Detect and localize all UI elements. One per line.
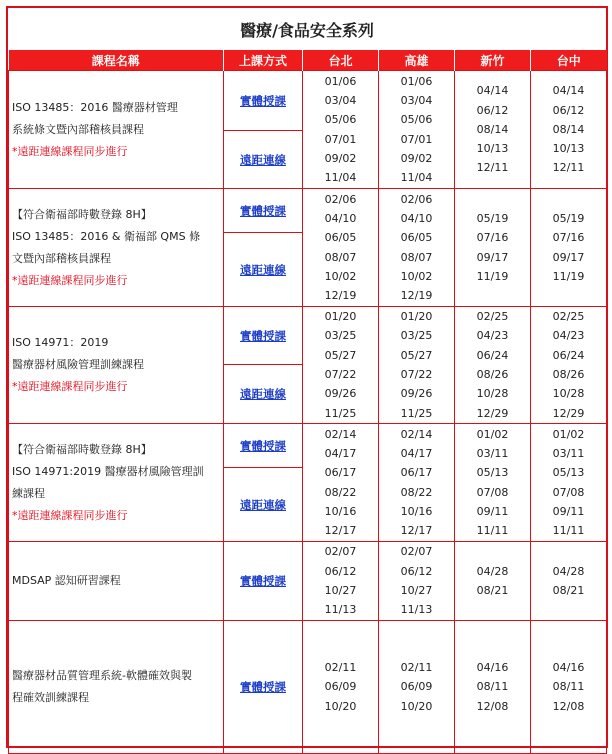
header-course-name: 課程名稱 — [9, 50, 224, 71]
date-item: 06/09 — [400, 680, 433, 694]
dates-hsinchu-cell — [455, 71, 531, 189]
date-item: 12/11 — [552, 161, 585, 175]
dates-taipei-cell — [303, 71, 379, 189]
course-name-cell — [9, 424, 224, 542]
date-item: 05/27 — [400, 348, 433, 362]
date-item: 09/17 — [552, 250, 585, 264]
course-name-line: MDSAP 認知研習課程 — [12, 574, 121, 587]
date-item: 12/17 — [400, 524, 433, 538]
in-person-link[interactable]: 實體授課 — [240, 680, 286, 694]
date-item: 04/28 — [476, 564, 509, 578]
date-item: 07/16 — [476, 231, 509, 245]
date-item: 12/11 — [476, 161, 509, 175]
dates-taichung-cell — [531, 71, 607, 189]
dates-taipei-cell — [303, 621, 379, 754]
date-item: 04/16 — [476, 661, 509, 675]
in-person-link[interactable]: 實體授課 — [240, 438, 286, 453]
date-item: 07/08 — [476, 485, 509, 499]
method-cell — [224, 542, 303, 621]
table-row — [9, 621, 607, 754]
date-item: 06/12 — [552, 103, 585, 117]
dates-taichung-cell — [531, 542, 607, 621]
dates-taipei-cell — [303, 189, 379, 307]
course-name-line: ISO 13485：2016 & 衛福部 QMS 條 — [12, 229, 201, 243]
date-item: 11/04 — [400, 171, 433, 185]
date-item: 02/14 — [400, 427, 433, 441]
course-name-line: ISO 14971：2019 — [12, 336, 109, 349]
date-item: 01/06 — [324, 74, 357, 88]
date-item: 07/22 — [400, 368, 433, 381]
date-item: 09/11 — [552, 504, 585, 518]
dates-kaohsiung-cell — [379, 189, 455, 307]
dates-hsinchu-cell — [455, 424, 531, 542]
date-item: 04/28 — [552, 564, 585, 578]
dates-kaohsiung-cell — [379, 621, 455, 754]
date-item: 08/22 — [400, 485, 433, 499]
course-name-line: 練課程 — [12, 486, 45, 500]
course-name-cell — [9, 542, 224, 621]
dates-taipei-cell — [303, 542, 379, 621]
date-item: 08/21 — [476, 584, 509, 597]
dates-hsinchu-cell — [455, 542, 531, 621]
date-item: 12/19 — [324, 289, 357, 303]
date-item: 05/06 — [324, 113, 357, 127]
date-item: 10/02 — [400, 269, 433, 283]
course-name-line: ISO 14971:2019 醫療器材風險管理訓 — [12, 464, 204, 478]
date-item: 10/27 — [324, 584, 357, 597]
date-item: 06/24 — [476, 348, 509, 362]
date-item: 11/25 — [400, 406, 433, 420]
course-name-cell — [9, 71, 224, 189]
date-item: 07/16 — [552, 231, 585, 245]
date-item: 02/25 — [476, 310, 509, 324]
date-item: 04/14 — [476, 84, 509, 98]
date-item: 01/02 — [552, 427, 585, 441]
date-item: 02/07 — [400, 545, 433, 559]
date-item: 09/02 — [324, 151, 357, 165]
date-item: 02/11 — [400, 661, 433, 675]
date-item: 11/11 — [552, 524, 585, 538]
remote-sync-note: *遠距連線課程同步進行 — [12, 273, 128, 287]
date-item: 03/25 — [400, 329, 433, 343]
date-item: 06/12 — [476, 103, 509, 117]
date-item: 04/10 — [400, 211, 433, 225]
date-item: 01/20 — [400, 310, 433, 324]
course-name-line: ISO 13485：2016 醫療器材管理 — [12, 100, 178, 114]
date-item: 05/19 — [552, 211, 585, 225]
date-item: 08/21 — [552, 584, 585, 597]
method-cell — [224, 189, 303, 233]
course-name-line: 【符合衛福部時數登錄 8H】 — [12, 442, 152, 456]
date-item: 08/07 — [324, 250, 357, 264]
dates-hsinchu-cell — [455, 189, 531, 307]
date-item: 05/13 — [552, 466, 585, 480]
date-item: 09/02 — [400, 151, 433, 165]
date-item: 10/27 — [400, 584, 433, 597]
table-row — [9, 424, 607, 468]
date-item: 02/06 — [400, 192, 433, 206]
date-item: 08/22 — [324, 485, 357, 499]
date-item: 11/19 — [552, 269, 585, 283]
header-hsinchu: 新竹 — [455, 50, 531, 71]
remote-link[interactable]: 遠距連線 — [240, 497, 286, 512]
table-row — [9, 307, 607, 365]
method-cell — [224, 131, 303, 189]
date-item: 11/11 — [476, 524, 509, 538]
method-cell — [224, 307, 303, 365]
dates-taipei-cell — [303, 307, 379, 424]
date-item: 10/13 — [476, 142, 509, 156]
date-item: 04/10 — [324, 211, 357, 225]
dates-kaohsiung-cell — [379, 71, 455, 189]
date-item: 08/14 — [476, 122, 509, 136]
date-item: 09/26 — [324, 387, 357, 401]
course-name-line: 系統條文暨內部稽核員課程 — [12, 122, 144, 136]
method-cell — [224, 424, 303, 468]
dates-hsinchu-cell — [455, 621, 531, 754]
course-name-line: 程確效訓練課程 — [12, 691, 89, 704]
dates-kaohsiung-cell — [379, 307, 455, 424]
course-name-line: 醫療器材風險管理訓練課程 — [12, 358, 144, 371]
date-item: 10/20 — [400, 699, 433, 713]
dates-hsinchu-cell — [455, 307, 531, 424]
date-item: 06/05 — [400, 231, 433, 245]
date-item: 02/06 — [324, 192, 357, 206]
date-item: 12/08 — [552, 699, 585, 713]
date-item: 05/19 — [476, 211, 509, 225]
date-item: 05/27 — [324, 348, 357, 362]
header-taipei: 台北 — [303, 50, 379, 71]
method-cell — [224, 71, 303, 131]
date-item: 06/09 — [324, 680, 357, 694]
header-kaohsiung: 高雄 — [379, 50, 455, 71]
date-item: 02/07 — [324, 545, 357, 559]
date-item: 01/06 — [400, 74, 433, 88]
in-person-link[interactable]: 實體授課 — [240, 93, 286, 108]
table-row — [9, 189, 607, 233]
date-item: 04/23 — [552, 329, 585, 343]
date-item: 11/13 — [324, 603, 357, 617]
date-item: 08/14 — [552, 122, 585, 136]
date-item: 10/16 — [324, 504, 357, 518]
date-item: 07/08 — [552, 485, 585, 499]
dates-taichung-cell — [531, 621, 607, 754]
remote-link[interactable]: 遠距連線 — [240, 387, 286, 401]
date-item: 12/29 — [476, 406, 509, 420]
date-item: 02/11 — [324, 661, 357, 675]
date-item: 08/11 — [552, 680, 585, 694]
date-item: 09/26 — [400, 387, 433, 401]
date-item: 09/11 — [476, 504, 509, 518]
in-person-link[interactable]: 實體授課 — [240, 328, 286, 343]
method-cell — [224, 468, 303, 542]
remote-sync-note: *遠距連線課程同步進行 — [12, 144, 128, 158]
dates-taichung-cell — [531, 307, 607, 424]
course-name-line: 文暨內部稽核員課程 — [12, 251, 111, 265]
course-schedule-table — [8, 50, 607, 754]
table-row — [9, 71, 607, 131]
date-item: 03/04 — [324, 93, 357, 107]
dates-taichung-cell — [531, 424, 607, 542]
date-item: 09/17 — [476, 250, 509, 264]
date-item: 02/14 — [324, 427, 357, 441]
in-person-link[interactable]: 實體授課 — [240, 574, 286, 588]
date-item: 06/12 — [324, 564, 357, 578]
course-name-line: 醫療器材品質管理系統-軟體確效與製 — [12, 669, 192, 682]
dates-kaohsiung-cell — [379, 542, 455, 621]
date-item: 11/19 — [476, 269, 509, 283]
date-item: 08/26 — [552, 368, 585, 381]
dates-taichung-cell — [531, 189, 607, 307]
method-cell — [224, 621, 303, 754]
date-item: 10/28 — [476, 387, 509, 401]
course-name-line: 【符合衛福部時數登錄 8H】 — [12, 207, 152, 221]
dates-taipei-cell — [303, 424, 379, 542]
date-item: 12/19 — [400, 289, 433, 303]
course-name-cell — [9, 621, 224, 754]
date-item: 03/25 — [324, 329, 357, 343]
date-item: 07/22 — [324, 368, 357, 381]
date-item: 10/28 — [552, 387, 585, 401]
table-row — [9, 542, 607, 621]
in-person-link[interactable]: 實體授課 — [240, 203, 286, 218]
date-item: 08/07 — [400, 250, 433, 264]
date-item: 05/06 — [400, 113, 433, 127]
date-item: 03/11 — [552, 446, 585, 460]
date-item: 04/14 — [552, 84, 585, 98]
date-item: 03/11 — [476, 446, 509, 460]
date-item: 04/17 — [400, 446, 433, 460]
date-item: 10/13 — [552, 142, 585, 156]
schedule-frame — [6, 6, 608, 748]
course-name-cell — [9, 189, 224, 307]
table-header-row — [9, 50, 607, 71]
date-item: 06/17 — [324, 466, 357, 480]
date-item: 04/23 — [476, 329, 509, 343]
date-item: 12/08 — [476, 699, 509, 713]
method-cell — [224, 233, 303, 307]
method-cell — [224, 365, 303, 424]
date-item: 01/02 — [476, 427, 509, 441]
course-name-cell — [9, 307, 224, 424]
date-item: 07/01 — [324, 132, 357, 146]
date-item: 07/01 — [400, 132, 433, 146]
dates-kaohsiung-cell — [379, 424, 455, 542]
header-method: 上課方式 — [224, 50, 303, 71]
date-item: 10/02 — [324, 269, 357, 283]
date-item: 05/13 — [476, 466, 509, 480]
date-item: 10/16 — [400, 504, 433, 518]
header-taichung: 台中 — [531, 50, 607, 71]
date-item: 08/26 — [476, 368, 509, 381]
date-item: 12/17 — [324, 524, 357, 538]
date-item: 11/25 — [324, 406, 357, 420]
date-item: 04/16 — [552, 661, 585, 675]
date-item: 02/25 — [552, 310, 585, 324]
remote-sync-note: *遠距連線課程同步進行 — [12, 508, 128, 522]
date-item: 06/12 — [400, 564, 433, 578]
date-item: 03/04 — [400, 93, 433, 107]
date-item: 11/13 — [400, 603, 433, 617]
remote-link[interactable]: 遠距連線 — [240, 262, 286, 277]
date-item: 04/17 — [324, 446, 357, 460]
date-item: 11/04 — [324, 171, 357, 185]
remote-sync-note: *遠距連線課程同步進行 — [12, 380, 128, 393]
date-item: 10/20 — [324, 699, 357, 713]
page-title: 醫療/食品安全系列 — [240, 20, 374, 40]
remote-link[interactable]: 遠距連線 — [240, 152, 286, 167]
date-item: 12/29 — [552, 406, 585, 420]
date-item: 06/24 — [552, 348, 585, 362]
date-item: 06/17 — [400, 466, 433, 480]
date-item: 08/11 — [476, 680, 509, 694]
date-item: 01/20 — [324, 310, 357, 324]
date-item: 06/05 — [324, 231, 357, 245]
